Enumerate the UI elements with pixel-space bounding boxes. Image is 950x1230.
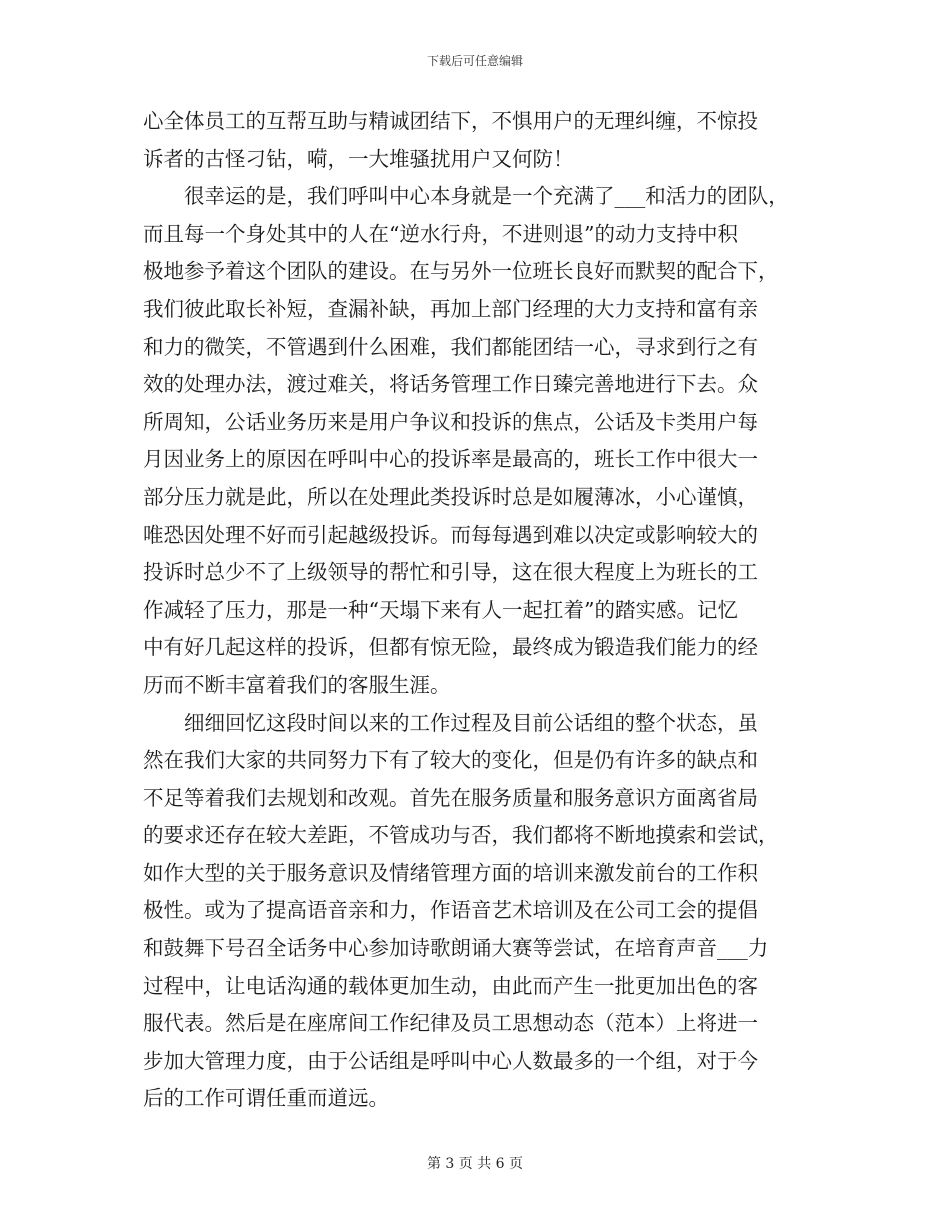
text-line: 中有好几起这样的投诉，但都有惊无险，最终成为锻造我们能力的经 xyxy=(143,635,758,660)
text-line: 很幸运的是，我们呼叫中心本身就是一个充满了___和活力的团队， xyxy=(143,184,789,209)
text-line: 的要求还存在较大差距，不管成功与否，我们都将不断地摸索和尝试， xyxy=(143,823,779,848)
text-line: 历而不断丰富着我们的客服生涯。 xyxy=(143,672,451,697)
text-line: 和力的微笑，不管遇到什么困难，我们都能团结一心，寻求到行之有 xyxy=(143,334,758,359)
text-line: 我们彼此取长补短，查漏补缺，再加上部门经理的大力支持和富有亲 xyxy=(143,296,758,321)
text-line: 作减轻了压力，那是一种“天塌下来有人一起扛着”的踏实感。记忆 xyxy=(143,597,738,622)
text-line: 心全体员工的互帮互助与精诚团结下，不惧用户的无理纠缠，不惊投 xyxy=(143,109,758,133)
text-line: 和鼓舞下号召全话务中心参加诗歌朗诵大赛等尝试，在培育声音___力 xyxy=(143,936,769,961)
text-line: 极地参予着这个团队的建设。在与另外一位班长良好而默契的配合下， xyxy=(143,259,779,284)
text-line: 过程中，让电话沟通的载体更加生动，由此而产生一批更加出色的客 xyxy=(143,973,758,998)
document-body xyxy=(143,103,823,1118)
text-line: 步加大管理力度，由于公话组是呼叫中心人数最多的一个组，对于今 xyxy=(143,1048,758,1073)
text-line: 细细回忆这段时间以来的工作过程及目前公话组的整个状态，虽 xyxy=(143,710,758,735)
text-line: 月因业务上的原因在呼叫中心的投诉率是最高的，班长工作中很大一 xyxy=(143,447,758,472)
text-line: 然在我们大家的共同努力下有了较大的变化，但是仍有许多的缺点和 xyxy=(143,748,758,773)
text-line: 所周知，公话业务历来是用户争议和投诉的焦点，公话及卡类用户每 xyxy=(143,409,758,434)
text-line: 效的处理办法，渡过难关，将话务管理工作日臻完善地进行下去。众 xyxy=(143,372,758,397)
text-line: 而且每一个身处其中的人在“逆水行舟，不进则退”的动力支持中积 xyxy=(143,221,738,246)
text-line: 投诉时总少不了上级领导的帮忙和引导，这在很大程度上为班长的工 xyxy=(143,560,758,585)
text-line: 后的工作可谓任重而道远。 xyxy=(143,1086,389,1111)
text-line: 部分压力就是此，所以在处理此类投诉时总是如履薄冰，小心谨慎， xyxy=(143,484,758,509)
text-line: 诉者的古怪刁钻，嗬，一大堆骚扰用户又何防！ xyxy=(143,146,574,171)
text-line: 服代表。然后是在座席间工作纪律及员工思想动态（范本）上将进一 xyxy=(143,1011,758,1036)
page-header: 下载后可任意编辑 xyxy=(426,54,523,68)
text-line: 唯恐因处理不好而引起越级投诉。而每每遇到难以决定或影响较大的 xyxy=(143,522,758,547)
text-line: 如作大型的关于服务意识及情绪管理方面的培训来激发前台的工作积 xyxy=(143,860,758,885)
text-line: 不足等着我们去规划和改观。首先在服务质量和服务意识方面离省局 xyxy=(143,785,758,810)
page-number: 第 3 页 共 6 页 xyxy=(426,1156,524,1172)
text-line: 极性。或为了提高语音亲和力，作语音艺术培训及在公司工会的提倡 xyxy=(143,898,758,923)
